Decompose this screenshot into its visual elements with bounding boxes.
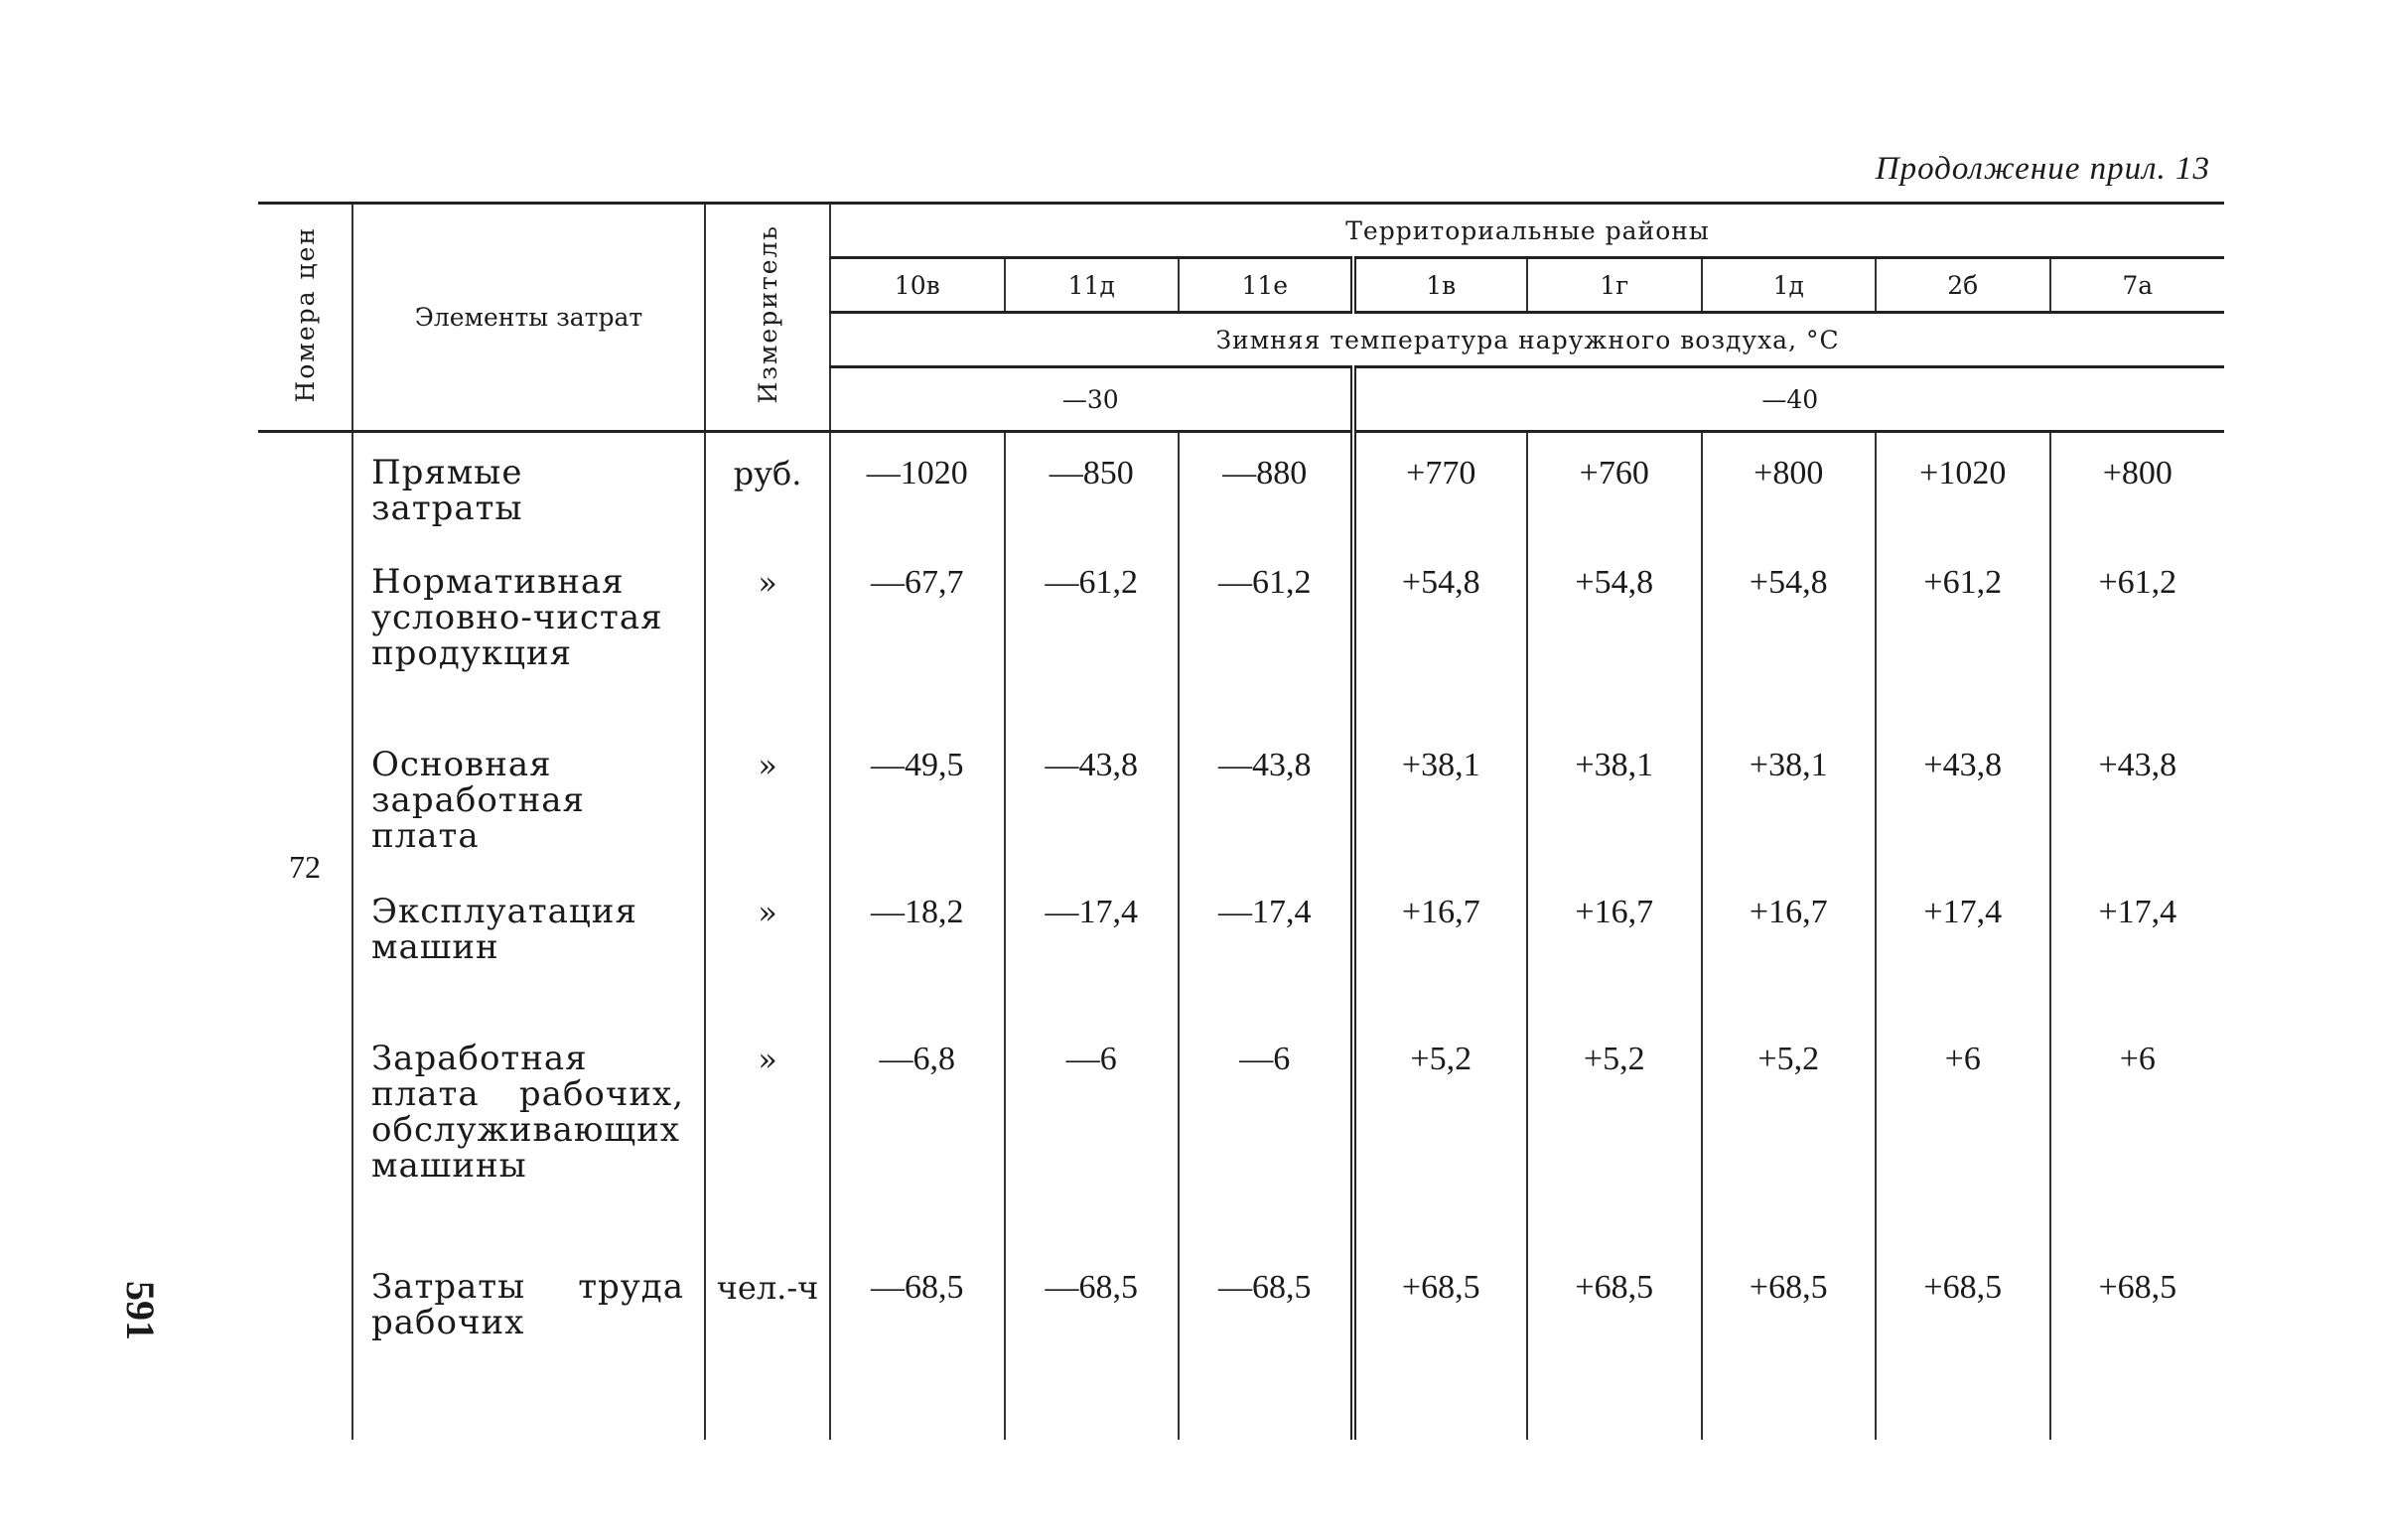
value-cell: +800 bbox=[1702, 432, 1877, 543]
value-cell: —17,4 bbox=[1005, 872, 1180, 1019]
district-header: 11д bbox=[1005, 258, 1180, 313]
value-cell: —6 bbox=[1005, 1019, 1180, 1247]
unit: чел.-ч bbox=[705, 1247, 830, 1440]
header-price-number: Номера цен bbox=[258, 204, 352, 432]
value-cell: +6 bbox=[1876, 1019, 2050, 1247]
price-number: 72 bbox=[258, 432, 352, 1441]
value-cell: +43,8 bbox=[2098, 747, 2177, 783]
value-cell: —43,8 bbox=[1179, 725, 1353, 872]
value-cell: +68,5 bbox=[1702, 1247, 1877, 1440]
district-header: 1г bbox=[1527, 258, 1702, 313]
value-cell: +17,4 bbox=[2098, 894, 2177, 930]
value-cell: +800 bbox=[2102, 455, 2173, 491]
cost-element: Нормативная условно-чистая продукция bbox=[352, 542, 705, 725]
value-cell: +68,5 bbox=[1527, 1247, 1702, 1440]
value-cell: +38,1 bbox=[1527, 725, 1702, 872]
value-cell: +16,7 bbox=[1527, 872, 1702, 1019]
value-cell: —49,5 bbox=[830, 725, 1005, 872]
cost-element: Заработная плата рабочих, обслуживающих машины bbox=[352, 1019, 705, 1247]
value-cell: +54,8 bbox=[1527, 542, 1702, 725]
value-cell: +38,1 bbox=[1353, 725, 1528, 872]
value-cell: +54,8 bbox=[1353, 542, 1528, 725]
value-cell: —67,7 bbox=[830, 542, 1005, 725]
value-cell: —6,8 bbox=[830, 1019, 1005, 1247]
value-cell: +1020 bbox=[1876, 432, 2050, 543]
table-row bbox=[258, 1247, 2224, 1440]
value-cell: +16,7 bbox=[1702, 872, 1877, 1019]
value-cell: —17,4 bbox=[1179, 872, 1353, 1019]
value-cell: +6 bbox=[2119, 1041, 2156, 1077]
district-header: 10в bbox=[830, 258, 1005, 313]
value-cell: +17,4 bbox=[1876, 872, 2050, 1019]
temperature-group: —40 bbox=[1353, 367, 2225, 432]
value-cell: —61,2 bbox=[1179, 542, 1353, 725]
unit: » bbox=[705, 1019, 830, 1247]
value-cell: +5,2 bbox=[1702, 1019, 1877, 1247]
value-cell: —6 bbox=[1179, 1019, 1353, 1247]
value-cell: +61,2 bbox=[1876, 542, 2050, 725]
value-cell: +68,5 bbox=[2098, 1269, 2177, 1306]
value-cell: +61,2 bbox=[2098, 564, 2177, 601]
cost-table bbox=[258, 202, 2224, 1440]
district-header: 1в bbox=[1353, 258, 1528, 313]
value-cell: —61,2 bbox=[1005, 542, 1180, 725]
page-number: 591 bbox=[118, 1281, 163, 1340]
value-cell: —850 bbox=[1005, 432, 1180, 543]
value-cell: —68,5 bbox=[1179, 1247, 1353, 1440]
value-cell: —880 bbox=[1179, 432, 1353, 543]
value-cell: —18,2 bbox=[830, 872, 1005, 1019]
value-cell: +5,2 bbox=[1353, 1019, 1528, 1247]
value-cell: +43,8 bbox=[1876, 725, 2050, 872]
value-cell: +68,5 bbox=[1353, 1247, 1528, 1440]
district-header: 7а bbox=[2050, 258, 2225, 313]
unit: » bbox=[705, 725, 830, 872]
value-cell: —68,5 bbox=[830, 1247, 1005, 1440]
header-regions: Территориальные районы bbox=[830, 204, 2224, 258]
district-header: 11е bbox=[1179, 258, 1353, 313]
value-cell: —1020 bbox=[830, 432, 1005, 543]
district-header: 1д bbox=[1702, 258, 1877, 313]
value-cell: +54,8 bbox=[1702, 542, 1877, 725]
table-header bbox=[258, 204, 2224, 432]
unit: » bbox=[705, 542, 830, 725]
value-cell: +38,1 bbox=[1702, 725, 1877, 872]
value-cell: +68,5 bbox=[1876, 1247, 2050, 1440]
header-unit: Измеритель bbox=[705, 204, 830, 432]
table-row bbox=[258, 432, 2224, 543]
unit: руб. bbox=[705, 432, 830, 543]
value-cell: +770 bbox=[1353, 432, 1528, 543]
value-cell: —68,5 bbox=[1005, 1247, 1180, 1440]
value-cell: +5,2 bbox=[1527, 1019, 1702, 1247]
table-row bbox=[258, 1019, 2224, 1247]
table-row bbox=[258, 872, 2224, 1019]
cost-element: Затраты труда рабочих bbox=[352, 1247, 705, 1440]
table-row bbox=[258, 725, 2224, 872]
header-cost-elements: Элементы затрат bbox=[352, 204, 705, 432]
appendix-caption: Продолжение прил. 13 bbox=[1875, 151, 2210, 187]
header-temperature: Зимняя температура наружного воздуха, °С bbox=[830, 313, 2224, 367]
temperature-group: —30 bbox=[830, 367, 1353, 432]
cost-element: Эксплуатация машин bbox=[352, 872, 705, 1019]
table-row bbox=[258, 542, 2224, 725]
value-cell: +16,7 bbox=[1353, 872, 1528, 1019]
value-cell: +760 bbox=[1527, 432, 1702, 543]
district-header: 2б bbox=[1876, 258, 2050, 313]
table-body bbox=[258, 432, 2224, 1441]
cost-element: Прямые затраты bbox=[352, 432, 705, 543]
unit: » bbox=[705, 872, 830, 1019]
cost-element: Основная заработная плата bbox=[352, 725, 705, 872]
value-cell: —43,8 bbox=[1005, 725, 1180, 872]
